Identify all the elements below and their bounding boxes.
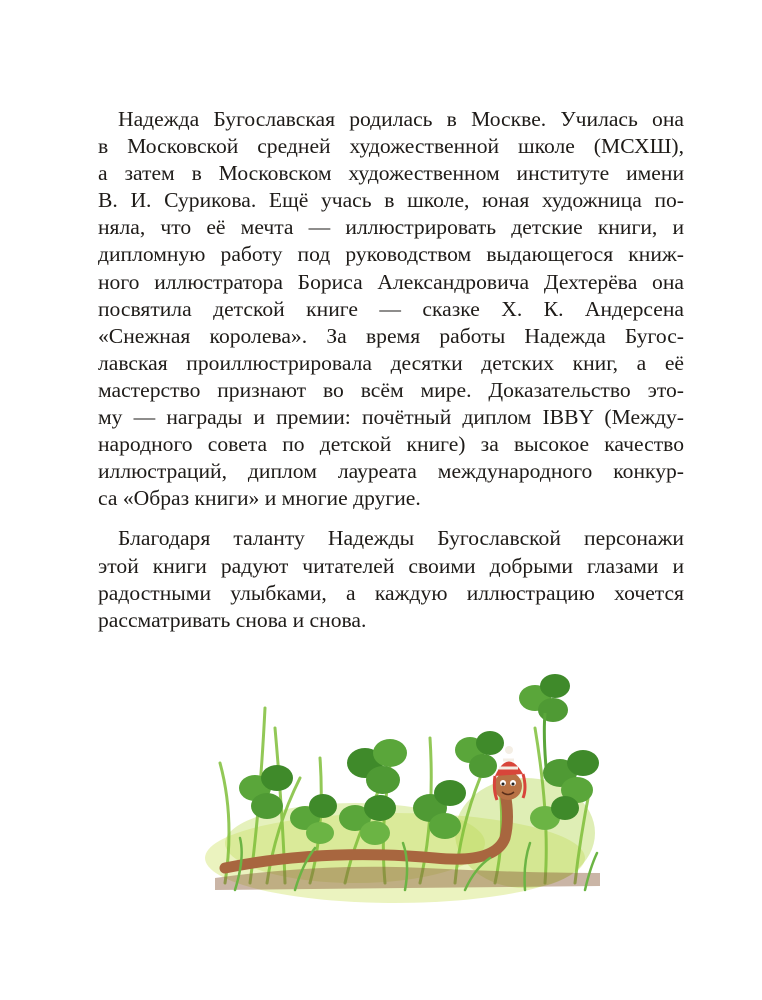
- text-line: иллюстраций, диплом лауреата международного конкур-: [98, 459, 684, 484]
- worm-in-clover-illustration: [205, 668, 605, 908]
- paragraph-closing: [98, 525, 684, 633]
- text-line: Надежда Бугославская родилась в Москве. Училась она: [118, 107, 684, 131]
- text-line: мастерство признают во всём мире. Доказательство это-: [98, 377, 684, 402]
- text-line: Благодаря таланту Надежды Бугославской персонажи: [118, 526, 684, 551]
- text-line: рассматривать снова и снова.: [98, 607, 367, 632]
- text-line: ного иллюстратора Бориса Александровича Дехтерёва она: [98, 269, 684, 294]
- text-line: этой книги радуют читателей своими добрыми глазами и: [98, 553, 684, 578]
- worm-head: [494, 772, 522, 800]
- text-line: а затем в Московском художественном институте имени: [98, 161, 684, 186]
- text-line: В. И. Сурикова. Ещё учась в школе, юная художница по-: [98, 188, 684, 213]
- text-line: му — награды и премии: почётный диплом IBBY (Между-: [98, 405, 684, 430]
- text-line: лавская проиллюстрировала десятки детских книг, а её: [98, 350, 684, 375]
- body-text: [98, 106, 684, 634]
- text-line: радостными улыбками, а каждую иллюстрацию хочется: [98, 580, 684, 605]
- text-line: са «Образ книги» и многие другие.: [98, 486, 421, 511]
- text-line: посвятила детской книге — сказке Х. К. Андерсена: [98, 296, 684, 321]
- text-line: в Московской средней художественной школе (МСХШ),: [98, 134, 684, 159]
- paragraph-biography: [98, 106, 684, 512]
- text-line: няла, что её мечта — иллюстрировать детские книги, и: [98, 215, 684, 240]
- text-line: «Снежная королева». За время работы Надежда Бугос-: [98, 323, 684, 348]
- text-line: народного совета по детской книге) за высокое качество: [98, 432, 684, 457]
- text-line: дипломную работу под руководством выдающегося книж-: [98, 242, 684, 267]
